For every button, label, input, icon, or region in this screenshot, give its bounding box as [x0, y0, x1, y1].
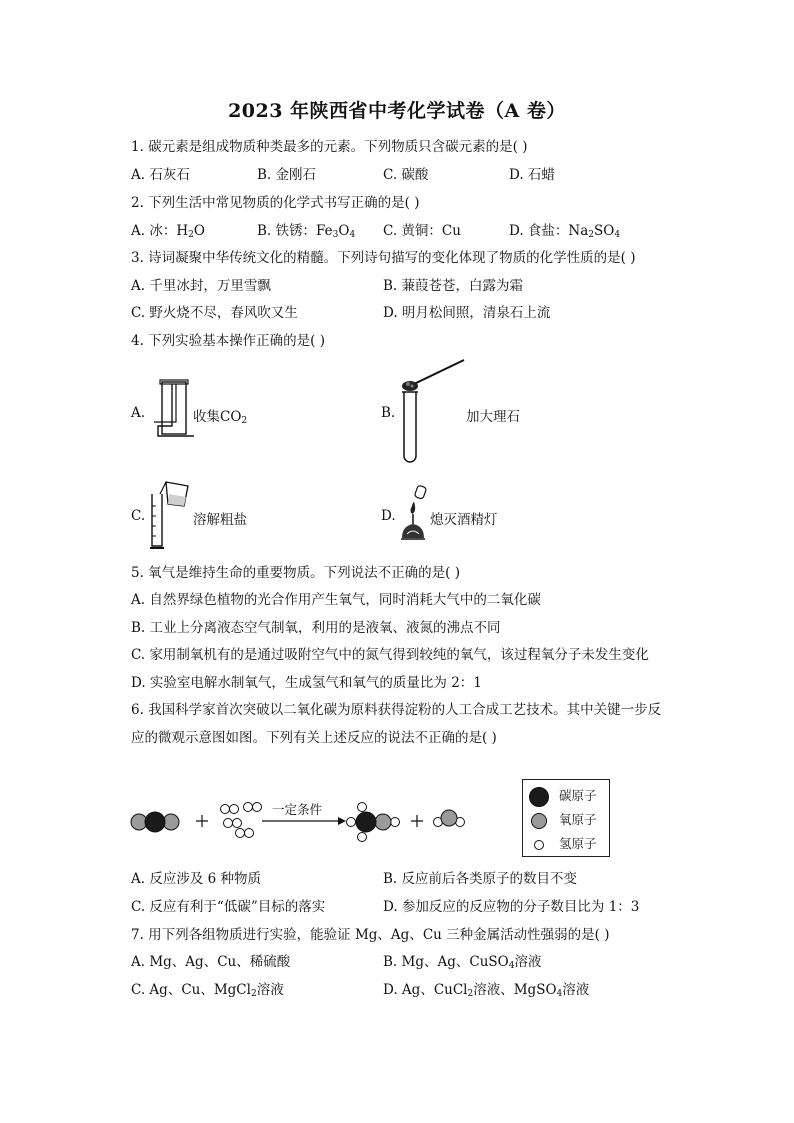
q4-option-c-label: 溶解粗盐 — [193, 512, 247, 528]
test-tube-spoon-figure — [398, 356, 470, 468]
q3-option-b: B. 蒹葭苍苍，白露为霜 — [383, 278, 524, 294]
oxygen-atom-swatch — [531, 813, 547, 829]
gas-collection-bottle-figure — [150, 378, 196, 442]
q6-option-d: D. 参加反应的反应物的分子数目比为 1：3 — [383, 899, 640, 915]
question-6-stem-line1: 6. 我国科学家首次突破以二氧化碳为原料获得淀粉的人工合成工艺技术。其中关键一步反 — [131, 702, 662, 718]
question-5-stem: 5. 氧气是维持生命的重要物质。下列说法不正确的是( ) — [131, 565, 460, 581]
q4-option-b-label: 加大理石 — [466, 409, 520, 425]
q1-option-a: A. 石灰石 — [131, 167, 190, 183]
legend-carbon: 碳原子 — [529, 786, 597, 807]
alcohol-lamp-figure — [398, 484, 432, 544]
atom-legend — [522, 779, 610, 857]
water-molecule — [434, 810, 465, 827]
q7-option-b: B. Mg、Ag、CuSO$_4$溶液 — [383, 954, 542, 971]
question-2-stem: 2. 下列生活中常见物质的化学式书写正确的是( ) — [131, 195, 420, 211]
question-3-stem: 3. 诗词凝聚中华传统文化的精髓。下列诗句描写的变化体现了物质的化学性质的是( ) — [131, 250, 636, 266]
q7-option-a: A. Mg、Ag、Cu、稀硫酸 — [131, 954, 291, 970]
question-7-stem: 7. 用下列各组物质进行实验，能验证 Mg、Ag、Cu 三种金属活动性强弱的是( ) — [131, 927, 610, 943]
q1-option-d: D. 石蜡 — [509, 167, 555, 183]
q6-option-a: A. 反应涉及 6 种物质 — [131, 871, 262, 887]
hydrogen-atom-swatch — [534, 840, 544, 850]
q4-option-a-label: 收集$CO_2$ — [193, 409, 248, 426]
q5-option-d: D. 实验室电解水制氧气，生成氢气和氧气的质量比为 2：1 — [131, 675, 482, 691]
q2-option-d: D. 食盐：$Na_2SO_4$ — [509, 223, 621, 240]
q7-option-c: C. Ag、Cu、MgCl$_2$溶液 — [131, 982, 284, 999]
q4-option-d-letter: D. — [381, 508, 396, 524]
q1-option-c: C. 碳酸 — [383, 167, 429, 183]
question-4-stem: 4. 下列实验基本操作正确的是( ) — [131, 333, 325, 349]
q5-option-a: A. 自然界绿色植物的光合作用产生氧气，同时消耗大气中的二氧化碳 — [131, 592, 541, 608]
question-6-stem-line2: 应的微观示意图如图。下列有关上述反应的说法不正确的是( ) — [131, 730, 497, 746]
co2-molecule — [131, 812, 179, 832]
q3-option-c: C. 野火烧不尽，春风吹又生 — [131, 305, 298, 321]
q3-option-d: D. 明月松间照，清泉石上流 — [383, 305, 551, 321]
graduated-cylinder-pouring-figure — [148, 476, 194, 552]
legend-oxygen: 氧原子 — [529, 810, 597, 829]
q5-option-c: C. 家用制氧机有的是通过吸附空气中的氮气得到较纯的氧气，该过程氧分子未发生变化 — [131, 647, 649, 663]
methanol-molecule — [347, 803, 400, 842]
question-1-stem: 1. 碳元素是组成物质种类最多的元素。下列物质只含碳元素的是( ) — [131, 139, 528, 155]
q3-option-a: A. 千里冰封，万里雪飘 — [131, 278, 271, 294]
q4-option-a-letter: A. — [131, 405, 146, 421]
q4-option-d-label: 熄灭酒精灯 — [430, 512, 498, 528]
q6-option-c: C. 反应有利于“低碳”目标的落实 — [131, 899, 326, 915]
q4-option-c-letter: C. — [131, 508, 146, 524]
reaction-micro-diagram — [128, 790, 508, 846]
legend-hydrogen: 氢原子 — [529, 834, 597, 852]
q7-option-d: D. Ag、CuCl$_2$溶液、MgSO$_4$溶液 — [383, 982, 590, 999]
q5-option-b: B. 工业上分离液态空气制氧，利用的是液氧、液氮的沸点不同 — [131, 620, 501, 636]
q2-option-b: B. 铁锈：$Fe_3O_4$ — [257, 223, 356, 240]
q2-option-c: C. 黄铜：Cu — [383, 223, 461, 239]
exam-title: 2023 年陕西省中考化学试卷（A 卷） — [228, 100, 566, 122]
q2-option-a: A. 冰：$H_2O$ — [131, 223, 205, 240]
reaction-condition-label: 一定条件 — [272, 802, 323, 817]
q6-option-b: B. 反应前后各类原子的数目不变 — [383, 871, 578, 887]
q4-option-b-letter: B. — [381, 405, 396, 421]
carbon-atom-swatch — [529, 787, 549, 807]
q1-option-b: B. 金刚石 — [257, 167, 317, 183]
hydrogen-molecules — [221, 803, 262, 838]
